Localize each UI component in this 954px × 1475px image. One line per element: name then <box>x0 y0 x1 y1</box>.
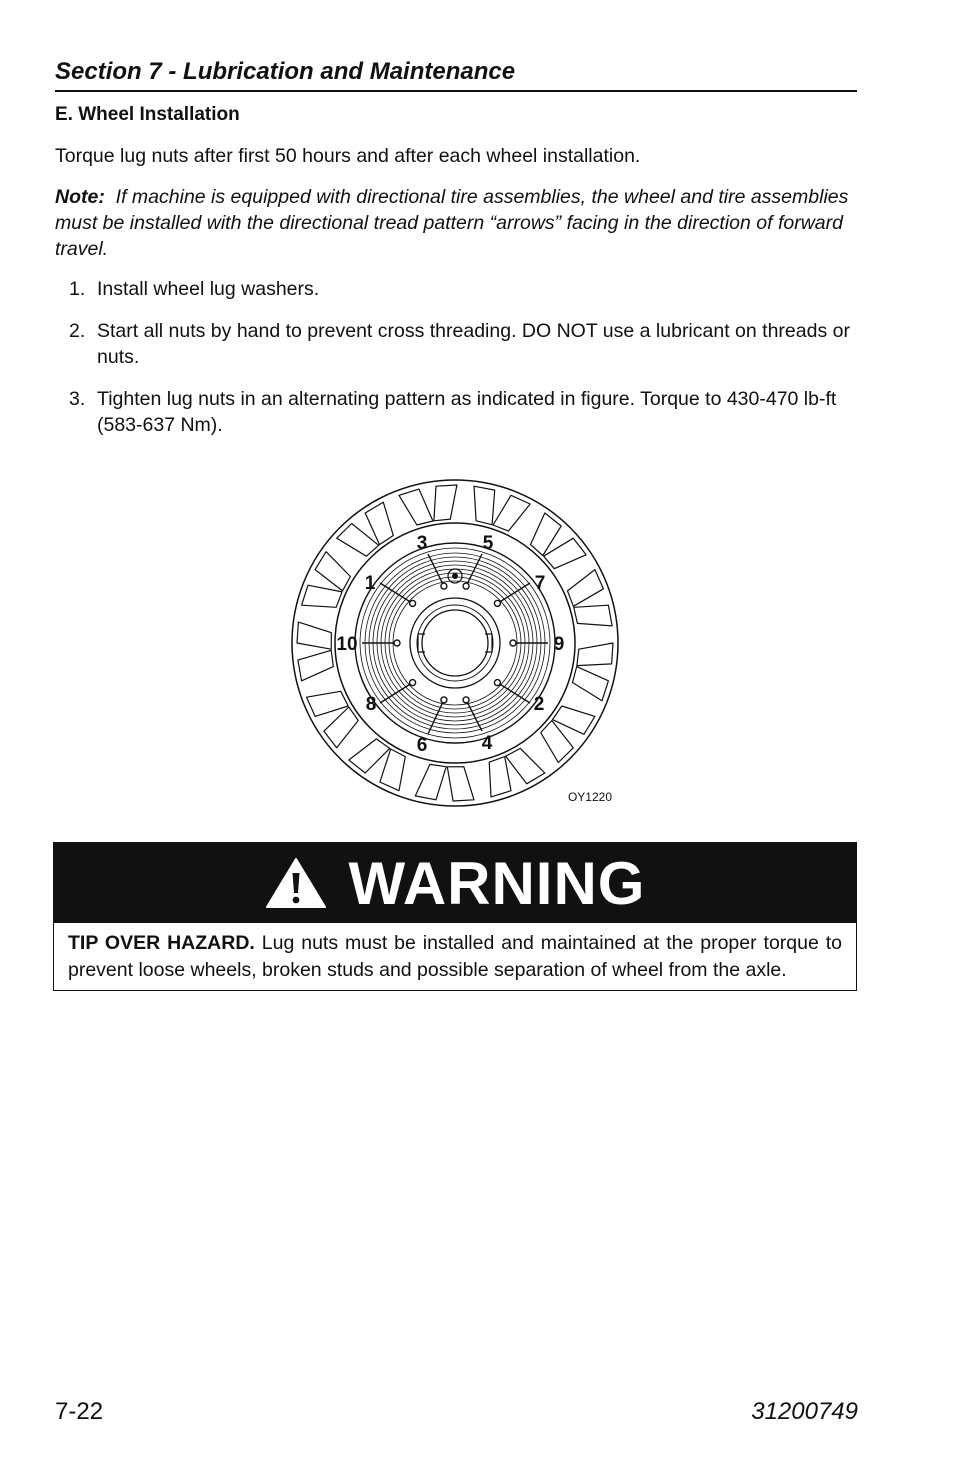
lug-stud <box>394 640 400 646</box>
lug-stud <box>410 600 416 606</box>
tread-lug <box>474 486 495 525</box>
tread-lug <box>315 552 350 591</box>
tread-lug <box>577 643 613 666</box>
step-number: 1. <box>69 278 86 300</box>
tread-lug <box>489 757 511 797</box>
subsection-heading: E. Wheel Installation <box>55 104 240 125</box>
step-text: Install wheel lug washers. <box>97 278 320 300</box>
tread-lug <box>434 485 457 521</box>
wheel-diagram <box>290 476 630 816</box>
tread-lug <box>302 585 342 607</box>
lug-label-7: 7 <box>534 573 546 594</box>
valve-stem-core <box>452 573 458 579</box>
lug-stud <box>494 680 500 686</box>
tread-lug <box>506 748 545 783</box>
tread-lug <box>297 622 331 649</box>
steps-list <box>55 276 855 454</box>
section-title: Section 7 - Lubrication and Maintenance <box>55 58 857 92</box>
lug-stud <box>441 583 447 589</box>
tread-lug <box>447 767 474 801</box>
warning-triangle-icon <box>265 857 327 909</box>
warning-body <box>54 923 856 990</box>
page-number: 7-22 <box>55 1398 104 1425</box>
lug-stud <box>510 640 516 646</box>
lug-label-5: 5 <box>482 533 494 554</box>
warning-header <box>54 843 856 923</box>
lug-label-6: 6 <box>416 735 428 756</box>
tread-lug <box>574 605 612 626</box>
step-item <box>55 276 855 302</box>
hub <box>410 598 500 688</box>
tread-lug <box>399 489 433 525</box>
tread-lug <box>307 691 349 716</box>
lug-label-2: 2 <box>533 694 545 715</box>
lug-stud <box>410 680 416 686</box>
lug-stud <box>494 600 500 606</box>
tread-lug <box>415 764 446 799</box>
warning-title: WARNING <box>348 849 646 917</box>
lug-stud <box>463 697 469 703</box>
tread-lug <box>298 650 333 681</box>
warning-text: Lug nuts must be installed and maintained at the proper torque to prevent loose wheels, broken studs and possible separation of wheel from the axle. <box>68 932 843 981</box>
figure-code: OY1220 <box>567 790 613 804</box>
note-label: Note: <box>55 186 105 208</box>
lug-label-1: 1 <box>364 573 376 594</box>
warning-hazard: TIP OVER HAZARD. <box>68 932 255 954</box>
lug-label-4: 4 <box>481 733 493 754</box>
step-item <box>55 318 855 370</box>
note-text: If machine is equipped with directional tire assemblies, the wheel and tire assemblies must be installed with the directional tread pattern “arrows” facing in the direction of forward travel. <box>55 186 849 260</box>
wheel-figure <box>290 476 630 816</box>
step-number: 3. <box>69 388 86 410</box>
lug-label-9: 9 <box>553 634 565 655</box>
step-item <box>55 386 855 438</box>
lug-stud <box>441 697 447 703</box>
document-number: 31200749 <box>751 1398 858 1425</box>
step-text: Start all nuts by hand to prevent cross threading. DO NOT use a lubricant on threads or nuts. <box>97 320 850 368</box>
step-text: Tighten lug nuts in an alternating pattern as indicated in figure. Torque to 430-470 lb-ft (583-637 Nm). <box>97 388 837 436</box>
step-number: 2. <box>69 320 86 342</box>
lug-stud <box>463 583 469 589</box>
warning-box <box>53 842 857 991</box>
lug-label-3: 3 <box>416 533 428 554</box>
lug-label-8: 8 <box>365 694 377 715</box>
tread-lug <box>493 495 530 531</box>
tread-lug <box>573 667 609 701</box>
lug-label-10: 10 <box>336 634 358 655</box>
tread-lug <box>568 570 604 607</box>
tread-lug <box>349 739 390 773</box>
intro-paragraph: Torque lug nuts after first 50 hours and after each wheel installation. <box>55 145 641 167</box>
note-paragraph <box>55 184 855 262</box>
tread-lug <box>324 707 358 748</box>
